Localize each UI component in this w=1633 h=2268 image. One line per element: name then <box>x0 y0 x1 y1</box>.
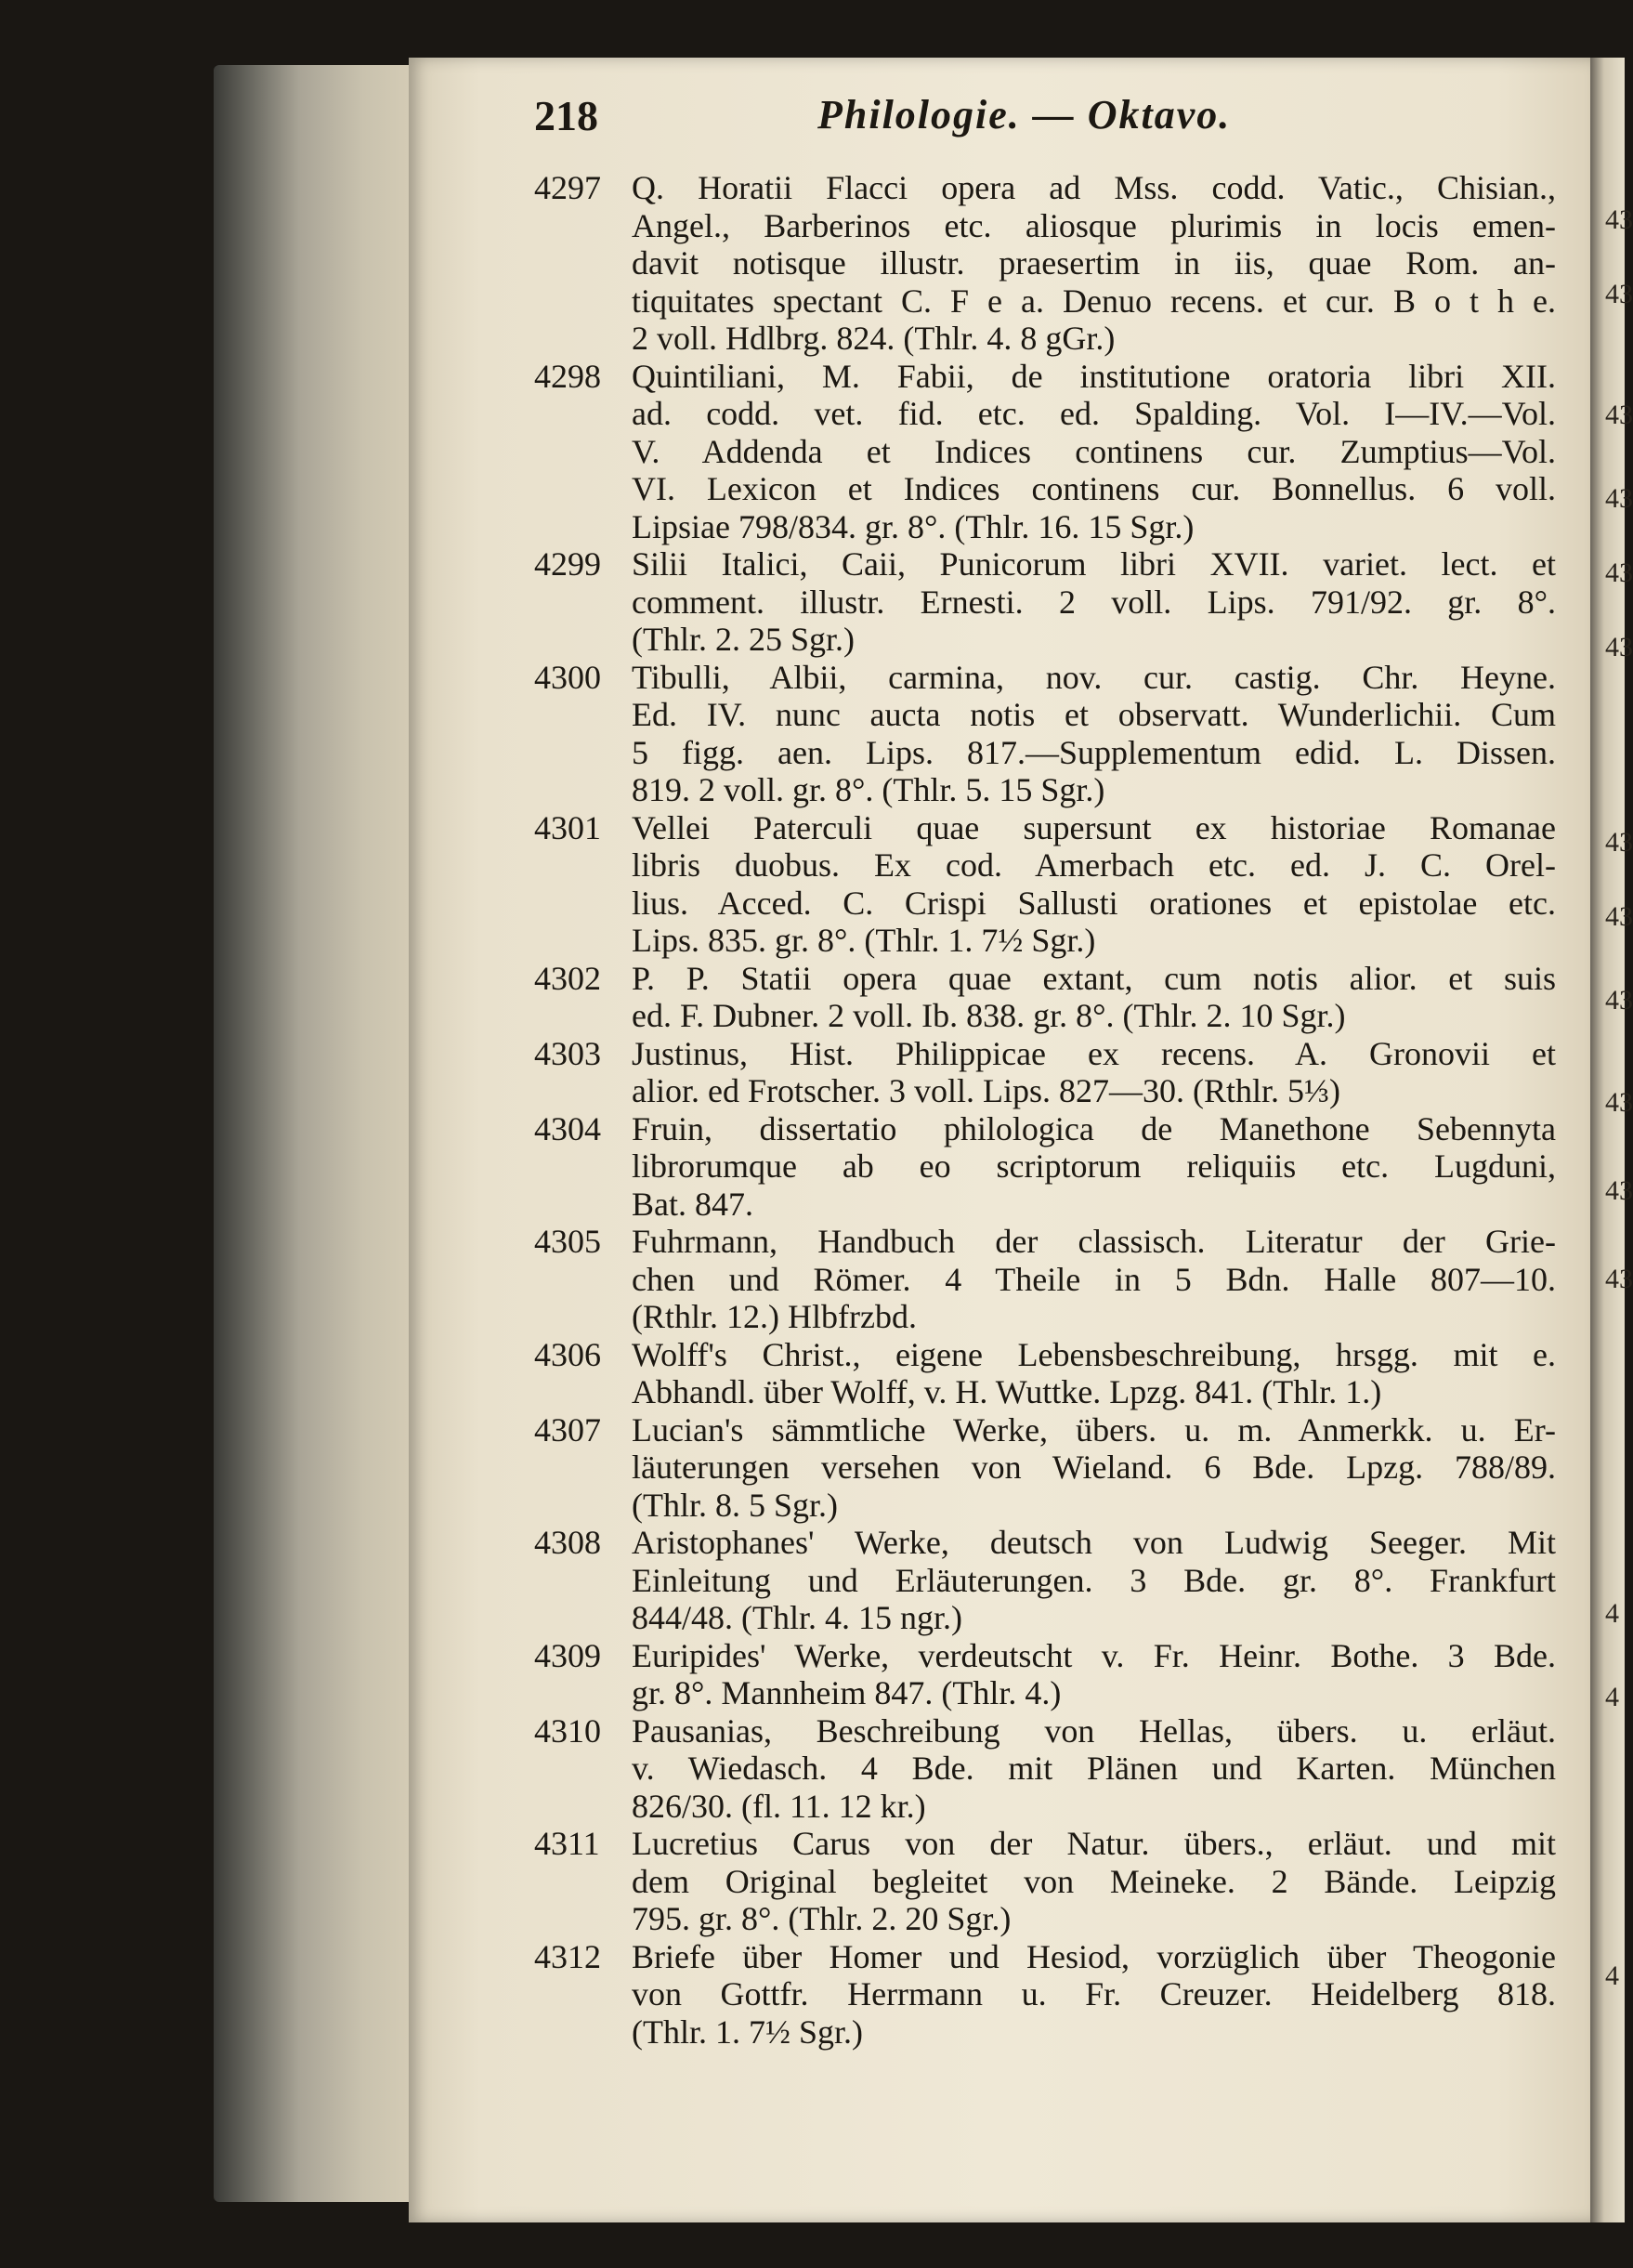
entry-line: 2 voll. Hdlbrg. 824. (Thlr. 4. 8 gGr.) <box>632 320 1116 357</box>
entry-line: (Rthlr. 12.) Hlbfrzbd. <box>632 1298 917 1335</box>
entry-line: Fuhrmann, Handbuch der classisch. Literatur der Grie- <box>632 1223 1556 1260</box>
entry-line: Ed. IV. nunc aucta notis et observatt. Wunderlichii. Cum <box>632 696 1556 733</box>
entry-line: 844/48. (Thlr. 4. 15 ngr.) <box>632 1599 962 1636</box>
catalog-entry <box>534 1336 1556 1411</box>
entry-line: 5 figg. aen. Lips. 817.—Supplementum edid. L. Dissen. <box>632 733 1556 771</box>
entry-number: 4297 <box>534 169 601 206</box>
catalog-entry <box>534 1411 1556 1525</box>
adjacent-page-number-fragment: 4 <box>1605 1598 1619 1629</box>
entry-line: Einleitung und Erläuterungen. 3 Bde. gr. 8°. Frankfurt <box>632 1561 1556 1599</box>
entry-text <box>632 1035 1556 1110</box>
entry-line: librorumque ab eo scriptorum reliquiis etc. Lugduni, <box>632 1147 1556 1185</box>
adjacent-page-number-fragment: 43 <box>1605 1264 1633 1294</box>
entry-text <box>632 1825 1556 1938</box>
entry-number: 4302 <box>534 959 601 997</box>
entry-line: Abhandl. über Wolff, v. H. Wuttke. Lpzg. 841. (Thlr. 1.) <box>632 1373 1382 1410</box>
entry-line: VI. Lexicon et Indices continens cur. Bonnellus. 6 voll. <box>632 470 1556 507</box>
catalog-entry <box>534 1825 1556 1938</box>
entry-line: davit notisque illustr. praesertim in iis, quae Rom. an- <box>632 244 1556 282</box>
adjacent-page-number-fragment: 43 <box>1605 1087 1633 1118</box>
entry-number: 4309 <box>534 1636 601 1674</box>
entry-text <box>632 358 1556 546</box>
page-header <box>534 91 1584 147</box>
catalog-entry <box>534 169 1556 358</box>
catalog-entry <box>534 1637 1556 1712</box>
entry-number: 4303 <box>534 1034 601 1072</box>
entry-text <box>632 1223 1556 1336</box>
catalog-entry <box>534 1524 1556 1637</box>
adjacent-page-number-fragment: 4 <box>1605 1682 1619 1712</box>
catalog-entry <box>534 1712 1556 1826</box>
entry-line: 819. 2 voll. gr. 8°. (Thlr. 5. 15 Sgr.) <box>632 771 1105 808</box>
entry-number: 4304 <box>534 1109 601 1147</box>
catalog-entry <box>534 960 1556 1035</box>
catalog-entry <box>534 545 1556 659</box>
entry-text <box>632 169 1556 358</box>
entry-line: alior. ed Frotscher. 3 voll. Lips. 827—30. (Rthlr. 5⅓) <box>632 1072 1340 1109</box>
adjacent-page-number-fragment: 43 <box>1605 1175 1633 1206</box>
entry-text <box>632 1524 1556 1637</box>
entry-text <box>632 1110 1556 1224</box>
catalog-entry <box>534 1035 1556 1110</box>
adjacent-page-number-fragment: 43 <box>1605 279 1633 309</box>
entry-number: 4301 <box>534 808 601 846</box>
entry-line: v. Wiedasch. 4 Bde. mit Plänen und Karten. München <box>632 1750 1556 1787</box>
entry-line: ed. F. Dubner. 2 voll. Ib. 838. gr. 8°. (Thlr. 2. 10 Sgr.) <box>632 997 1346 1034</box>
adjacent-page-number-fragment: 43 <box>1605 632 1633 662</box>
entry-line: dem Original begleitet von Meineke. 2 Bände. Leipzig <box>632 1862 1556 1900</box>
entry-line: V. Addenda et Indices continens cur. Zumptius—Vol. <box>632 432 1556 470</box>
entry-line: Tibulli, Albii, carmina, nov. cur. castig. Chr. Heyne. <box>632 658 1556 696</box>
adjacent-page-number-fragment: 43 <box>1605 985 1633 1016</box>
entry-text <box>632 960 1556 1035</box>
entry-text <box>632 545 1556 659</box>
entry-line: Lips. 835. gr. 8°. (Thlr. 1. 7½ Sgr.) <box>632 922 1096 959</box>
entry-line: Wolff's Christ., eigene Lebensbeschreibung, hrsgg. mit e. <box>632 1335 1556 1373</box>
catalog-entry <box>534 358 1556 546</box>
entry-line: P. P. Statii opera quae extant, cum notis alior. et suis <box>632 959 1556 997</box>
entry-line: Lucretius Carus von der Natur. übers., erläut. und mit <box>632 1825 1556 1862</box>
entry-line: Briefe über Homer und Hesiod, vorzüglich über Theogonie <box>632 1937 1556 1975</box>
entry-line: Euripides' Werke, verdeutscht v. Fr. Heinr. Bothe. 3 Bde. <box>632 1636 1556 1674</box>
catalog-entry <box>534 1110 1556 1224</box>
entry-text <box>632 1938 1556 2052</box>
entry-line: ad. codd. vet. fid. etc. ed. Spalding. Vol. I—IV.—Vol. <box>632 395 1556 432</box>
adjacent-page-number-fragment: 43 <box>1605 901 1633 932</box>
entry-line: Quintiliani, M. Fabii, de institutione oratoria libri XII. <box>632 357 1556 395</box>
entry-line: tiquitates spectant C. F e a. Denuo recens. et cur. B o t h e. <box>632 282 1556 320</box>
catalog-entry <box>534 809 1556 960</box>
page-number: 218 <box>534 92 598 139</box>
entry-line: Bat. 847. <box>632 1185 753 1223</box>
entry-text <box>632 1336 1556 1411</box>
entry-line: gr. 8°. Mannheim 847. (Thlr. 4.) <box>632 1674 1062 1711</box>
running-head: Philologie. — Oktavo. <box>817 92 1232 138</box>
catalog-entries <box>534 169 1556 2051</box>
entry-text <box>632 1712 1556 1826</box>
entry-number: 4298 <box>534 357 601 395</box>
entry-line: von Gottfr. Herrmann u. Fr. Creuzer. Heidelberg 818. <box>632 1975 1556 2012</box>
adjacent-page-strip <box>1590 58 1625 2222</box>
entry-number: 4308 <box>534 1524 601 1561</box>
entry-line: läuterungen versehen von Wieland. 6 Bde. Lpzg. 788/89. <box>632 1449 1556 1486</box>
entry-line: Pausanias, Beschreibung von Hellas, übers. u. erläut. <box>632 1711 1556 1750</box>
entry-number: 4310 <box>534 1711 601 1750</box>
entry-number: 4300 <box>534 658 601 696</box>
entry-line: chen und Römer. 4 Theile in 5 Bdn. Halle 807—10. <box>632 1260 1556 1298</box>
entry-line: Fruin, dissertatio philologica de Manethone Sebennyta <box>632 1109 1556 1147</box>
entry-number: 4305 <box>534 1223 601 1260</box>
entry-line: 795. gr. 8°. (Thlr. 2. 20 Sgr.) <box>632 1900 1012 1937</box>
entry-number: 4311 <box>534 1825 600 1862</box>
entry-line: (Thlr. 1. 7½ Sgr.) <box>632 2012 863 2051</box>
entry-line: Q. Horatii Flacci opera ad Mss. codd. Vatic., Chisian., <box>632 169 1556 206</box>
entry-line: (Thlr. 8. 5 Sgr.) <box>632 1486 838 1524</box>
entry-line: 826/30. (fl. 11. 12 kr.) <box>632 1787 926 1825</box>
entry-line: Silii Italici, Caii, Punicorum libri XVII. variet. lect. et <box>632 545 1556 583</box>
entry-line: Justinus, Hist. Philippicae ex recens. A. Gronovii et <box>632 1034 1556 1072</box>
entry-number: 4312 <box>534 1937 601 1975</box>
catalog-entry <box>534 659 1556 809</box>
catalog-entry <box>534 1938 1556 2052</box>
adjacent-page-number-fragment: 4 <box>1605 1960 1619 1991</box>
book-page-edges <box>214 65 427 2202</box>
adjacent-page-number-fragment: 43 <box>1605 483 1633 514</box>
entry-text <box>632 659 1556 809</box>
entry-line: (Thlr. 2. 25 Sgr.) <box>632 621 855 658</box>
entry-line: Lipsiae 798/834. gr. 8°. (Thlr. 16. 15 Sgr.) <box>632 507 1195 545</box>
adjacent-page-number-fragment: 43 <box>1605 400 1633 430</box>
entry-number: 4299 <box>534 545 601 583</box>
entry-number: 4306 <box>534 1335 601 1373</box>
adjacent-page-number-fragment: 43 <box>1605 557 1633 588</box>
entry-line: Aristophanes' Werke, deutsch von Ludwig Seeger. Mit <box>632 1524 1556 1561</box>
entry-number: 4307 <box>534 1410 601 1449</box>
entry-text <box>632 809 1556 960</box>
entry-line: Lucian's sämmtliche Werke, übers. u. m. Anmerkk. u. Er- <box>632 1410 1556 1449</box>
entry-line: comment. illustr. Ernesti. 2 voll. Lips. 791/92. gr. 8°. <box>632 583 1556 621</box>
entry-text <box>632 1411 1556 1525</box>
adjacent-page-number-fragment: 43 <box>1605 827 1633 858</box>
entry-line: Vellei Paterculi quae supersunt ex historiae Romanae <box>632 808 1556 846</box>
entry-line: libris duobus. Ex cod. Amerbach etc. ed. J. C. Orel- <box>632 846 1556 884</box>
catalog-entry <box>534 1223 1556 1336</box>
entry-line: lius. Acced. C. Crispi Sallusti orationes et epistolae etc. <box>632 884 1556 922</box>
entry-text <box>632 1637 1556 1712</box>
entry-line: Angel., Barberinos etc. aliosque plurimis in locis emen- <box>632 206 1556 244</box>
adjacent-page-number-fragment: 43 <box>1605 204 1633 235</box>
